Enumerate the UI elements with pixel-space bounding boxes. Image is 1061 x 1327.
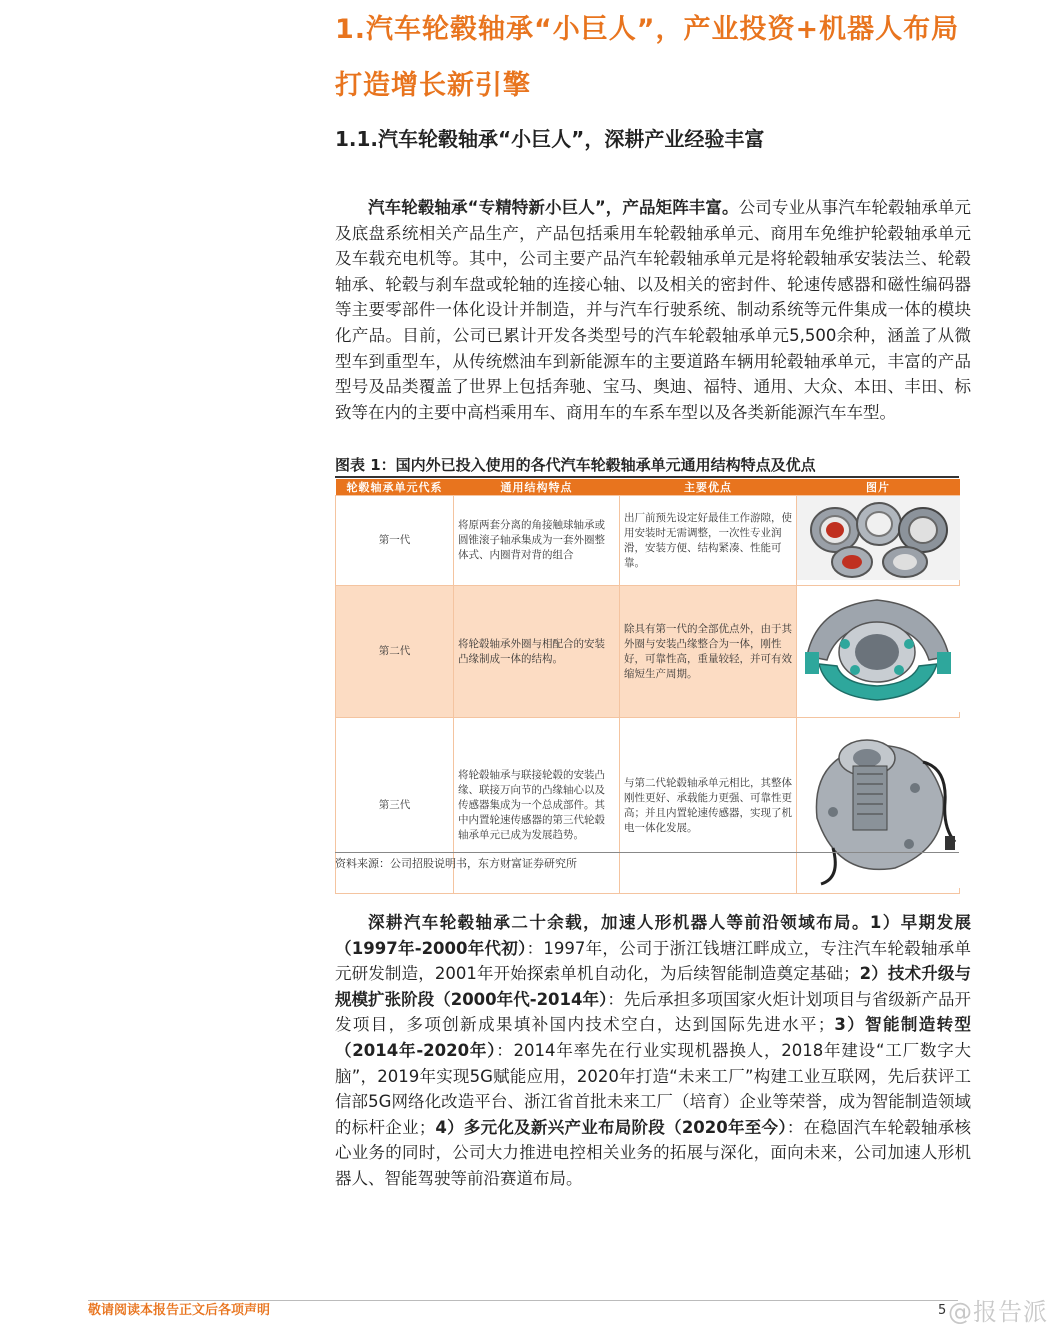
history-stage1-text: ：1997年，公司于浙江钱塘江畔成立，专注汽车轮毂轴承单元研发制造，2001年开始探索单机自动化，为后续智能制造奠定基础； [335, 938, 971, 984]
intro-body: 公司专业从事汽车轮毂轴承单元及底盘系统相关产品生产，产品包括乘用车轮毂轴承单元、商用车免维护轮毂轴承单元及车载充电机等。其中，公司主要产品汽车轮毂轴承单元是将轮毂轴承安装法兰、轮毂轴承、轮毂与刹车盘或轮轴的连接心轴、以及相关的密封件、轮速传感器和磁性编码器等主要零部件一体化设计并制造，并与汽车行驶系统、制动系统等元件集成一体的模块化产品。目前，公司已累计开发各类型号的汽车轮毂轴承单元5,500余种，涵盖了从微型车到重型车，从传统燃油车到新能源车的主要道路车辆用轮毂轴承单元，丰富的产品型号及品类覆盖了世界上包括奔驰、宝马、奥迪、福特、通用、大众、本田、丰田、标致等在内的主要中高档乘用车、商用车的车系车型以及各类新能源汽车车型。 [335, 198, 971, 422]
header-structure: 通用结构特点 [454, 479, 620, 496]
disclaimer-notice: 敬请阅读本报告正文后各项声明 [88, 1303, 271, 1318]
advantage-cell: 除具有第一代的全部优点外，由于其外圈与安装凸缘整合为一体，刚性好，可靠性高，重量较轻，并可有效缩短生产周期。 [620, 586, 797, 718]
header-image: 图片 [797, 479, 960, 496]
history-stage3-text: ：2014年率先在行业实现机器换人，2018年建设“工厂数字大脑”，2019年实现5G赋能应用，2020年打造“未来工厂”构建工业互联网，先后获评工信部5G网络化改造平台、浙江省首批未来工厂（培育）企业等荣誉，成为智能制造领域的标杆企业； [335, 1040, 971, 1137]
history-stage1-title: 深耕汽车轮毂轴承二十余载，加速人形机器人等前沿领域布局。1）早期发展（1997年-2000年代初） [335, 913, 971, 958]
header-generation: 轮毂轴承单元代系 [336, 479, 454, 496]
table-row [336, 586, 960, 718]
advantage-cell: 出厂前预先设定好最佳工作游隙，使用安装时无需调整，一次性专业润滑，安装方便、结构紧凑、性能可靠。 [620, 496, 797, 586]
structure-cell: 将轮毂轴承与联接轮毂的安装凸缘、联接万向节的凸缘轴心以及传感器集成为一个总成部件。其中内置轮速传感器的第三代轮毂轴承单元已成为发展趋势。 [454, 718, 620, 894]
header-advantage: 主要优点 [620, 479, 797, 496]
image-cell [797, 586, 960, 718]
generation-cell: 第二代 [336, 586, 454, 718]
generation-cell: 第一代 [336, 496, 454, 586]
table-row [336, 496, 960, 586]
table-header-row [336, 479, 960, 496]
page-number: 5 [938, 1303, 947, 1318]
intro-paragraph [335, 195, 971, 425]
flanged-bearing-cutaway [797, 586, 960, 712]
history-stage2-text: ：先后承担多项国家火炬计划项目与省级新产品开发项目，多项创新成果填补国内技术空白，达到国际先进水平； [335, 989, 972, 1035]
subsection-heading: 1.1.汽车轮毂轴承“小巨人”，深耕产业经验丰富 [335, 127, 765, 151]
bearing-set-photo [797, 496, 960, 580]
watermark: @报告派 [948, 1298, 1048, 1326]
footer-divider [88, 1300, 958, 1301]
advantage-cell: 与第二代轮毂轴承单元相比，其整体刚性更好、承载能力更强、可靠性更高；并且内置轮速传感器，实现了机电一体化发展。 [620, 718, 797, 894]
history-stage4-title: 4）多元化及新兴产业布局阶段（2020年至今） [435, 1117, 787, 1137]
figure-source: 资料来源：公司招股说明书，东方财富证券研究所 [335, 852, 959, 872]
history-paragraph [335, 910, 971, 1192]
generation-table [335, 479, 960, 894]
section-heading: 1.汽车轮毂轴承“小巨人”，产业投资+机器人布局打造增长新引擎 [335, 14, 960, 101]
figure-rule [335, 476, 959, 478]
history-stage2-title: 2）技术升级与规模扩张阶段（2000年代-2014年） [335, 964, 971, 1009]
intro-lead: 汽车轮毂轴承“专精特新小巨人”，产品矩阵丰富。 [368, 198, 739, 217]
history-stage3-title: 3）智能制造转型（2014年-2020年） [335, 1015, 972, 1060]
figure-title: 图表 1：国内外已投入使用的各代汽车轮毂轴承单元通用结构特点及优点 [335, 456, 816, 474]
structure-cell: 将轮毂轴承外圈与相配合的安装凸缘制成一体的结构。 [454, 586, 620, 718]
history-stage4-text: ：在稳固汽车轮毂轴承核心业务的同时，公司大力推进电控相关业务的拓展与深化，面向未来，公司加速人形机器人、智能驾驶等前沿赛道布局。 [335, 1117, 972, 1188]
generation-cell: 第三代 [336, 718, 454, 894]
image-cell [797, 496, 960, 586]
structure-cell: 将原两套分离的角接触球轴承或圆锥滚子轴承集成为一套外圈整体式、内圈背对背的组合 [454, 496, 620, 586]
